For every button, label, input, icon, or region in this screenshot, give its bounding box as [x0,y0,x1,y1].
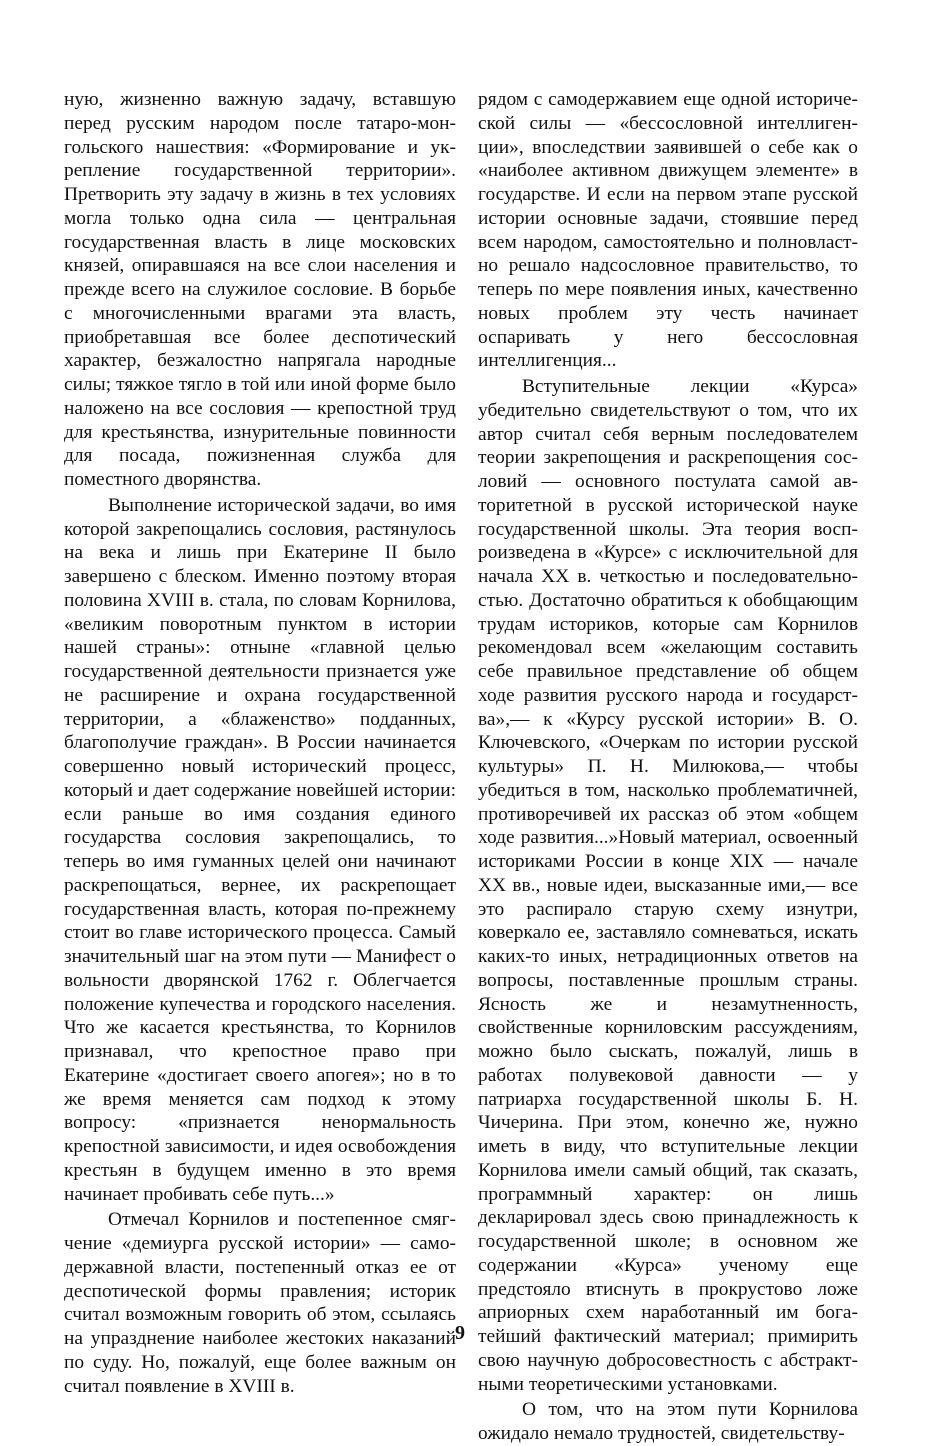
paragraph: Отмечал Корнилов и постепенное смягчение «демиурга русской истории» — самодержавной власти, постепенный отказ ее от деспотической формы правления; историк считал возможным говорить об этом, ссылаясь на упразднение наиболее жестоких наказаний по суду. Но, пожалуй, еще более важным он считал появление в XVIII в. [64,1209,456,1397]
page-number: 9 [455,1322,465,1344]
paragraph: О том, что на этом пути Корнилова ожидало немало трудностей, свидетельству- [478,1399,858,1444]
paragraph: Выполнение исторической задачи, во имя которой закрепощались сословия, растянулось на века и лишь при Екатерине II было завершено с блеском. Именно поэтому вторая половина XVIII в. стала, по словам Корнилова, «великим поворотным пунктом в истории нашей страны»: отныне «главной целью государственной деятельности признается уже не расширение и охрана государственной территории, а «блаженство» подданных, благополучие граждан». В России начинается совершенно новый исторический процесс, который и дает содержание новейшей истории: если раньше во имя создания единого государства сословия закрепощались, то теперь во имя гуманных целей они начинают раскрепощаться, вернее, их раскрепощает государственная власть, которая по-прежнему стоит во главе исторического процесса. Самый значительный шаг на этом пути — Манифест о вольности дворянской 1762 г. Облегчается положение купечества и городского населения. Что же касается крестьянства, то Корнилов признавал, что крепостное право при Екатерине «достигает своего апогея»; но в то же время меняется сам подход к этому вопросу: «признается ненормальность крепостной зависимости, и идея освобождения крестьян в будущем именно в это время начинает пробивать себе путь...» [64,494,456,1205]
right-column [478,88,858,1446]
left-column [64,88,456,1398]
paragraph: ную, жизненно важную задачу, вставшую перед русским народом после татаро-монгольского нашествия: «Формирование и укрепление государственной территории». Претворить эту задачу в жизнь в тех условиях могла только одна сила — центральная государственная власть в лице московских князей, опиравшаяся на все слои населения и прежде всего на служилое сословие. В борьбе с многочисленными врагами эта власть, приобретавшая все более деспотический характер, безжалостно напрягала народные силы; тяжкое тягло в той или иной форме было наложено на все сословия — крепостной труд для крестьянства, изнурительные повинности для посада, пожизненная служба для поместного дворянства. [64,89,456,490]
paragraph: рядом с самодержавием еще одной исторической силы — «бессословной интеллигенции», впоследствии заявившей о себе как о «наиболее активном движущем элементе» в государстве. И если на первом этапе русской истории основные задачи, стоявшие перед всем народом, самостоятельно и полновластно решало надсословное правительство, то теперь по мере появления иных, качественно новых проблем эту честь начинает оспаривать у него бессословная интеллигенция... [478,89,858,372]
paragraph: Вступительные лекции «Курса» убедительно свидетельствуют о том, что их автор считал себя верным последователем теории закрепощения и раскрепощения сословий — основного постулата самой авторитетной в русской исторической науке государственной школы. Эта теория воспроизведена в «Курсе» с исключительной для начала XX в. четкостью и последовательностью. Достаточно обратиться к обобщающим трудам историков, которые сам Корнилов рекомендовал всем «желающим составить себе правильное представление об общем ходе развития русского народа и государства»,— к «Курсу русской истории» В. О. Ключевского, «Очеркам по истории русской культуры» П. Н. Милюкова,— чтобы убедиться в том, насколько проблематичней, противоречивей их рассказ об этом «общем ходе развития...»Новый материал, освоенный историками России в конце XIX — начале XX вв., новые идеи, высказанные ими,— все это распирало старую схему изнутри, коверкало ее, заставляло сомневаться, искать каких-то иных, нетрадиционных ответов на вопросы, поставленные прошлым страны. Ясность же и незамутненность, свойственные корниловским рассуждениям, можно было сыскать, пожалуй, лишь в работах полувековой давности — у патриарха государственной школы Б. Н. Чичерина. При этом, конечно же, нужно иметь в виду, что вступительные лекции Корнилова имели самый общий, так сказать, программный характер: он лишь декларировал здесь свою принадлежность к государственной школе; в основном же содержании «Курса» ученому еще предстояло втиснуть в прокрустово ложе априорных схем наработанный им богатейший фактический материал; примирить свою научную добросовестность с абстрактными теоретическими установками. [478,376,858,1395]
